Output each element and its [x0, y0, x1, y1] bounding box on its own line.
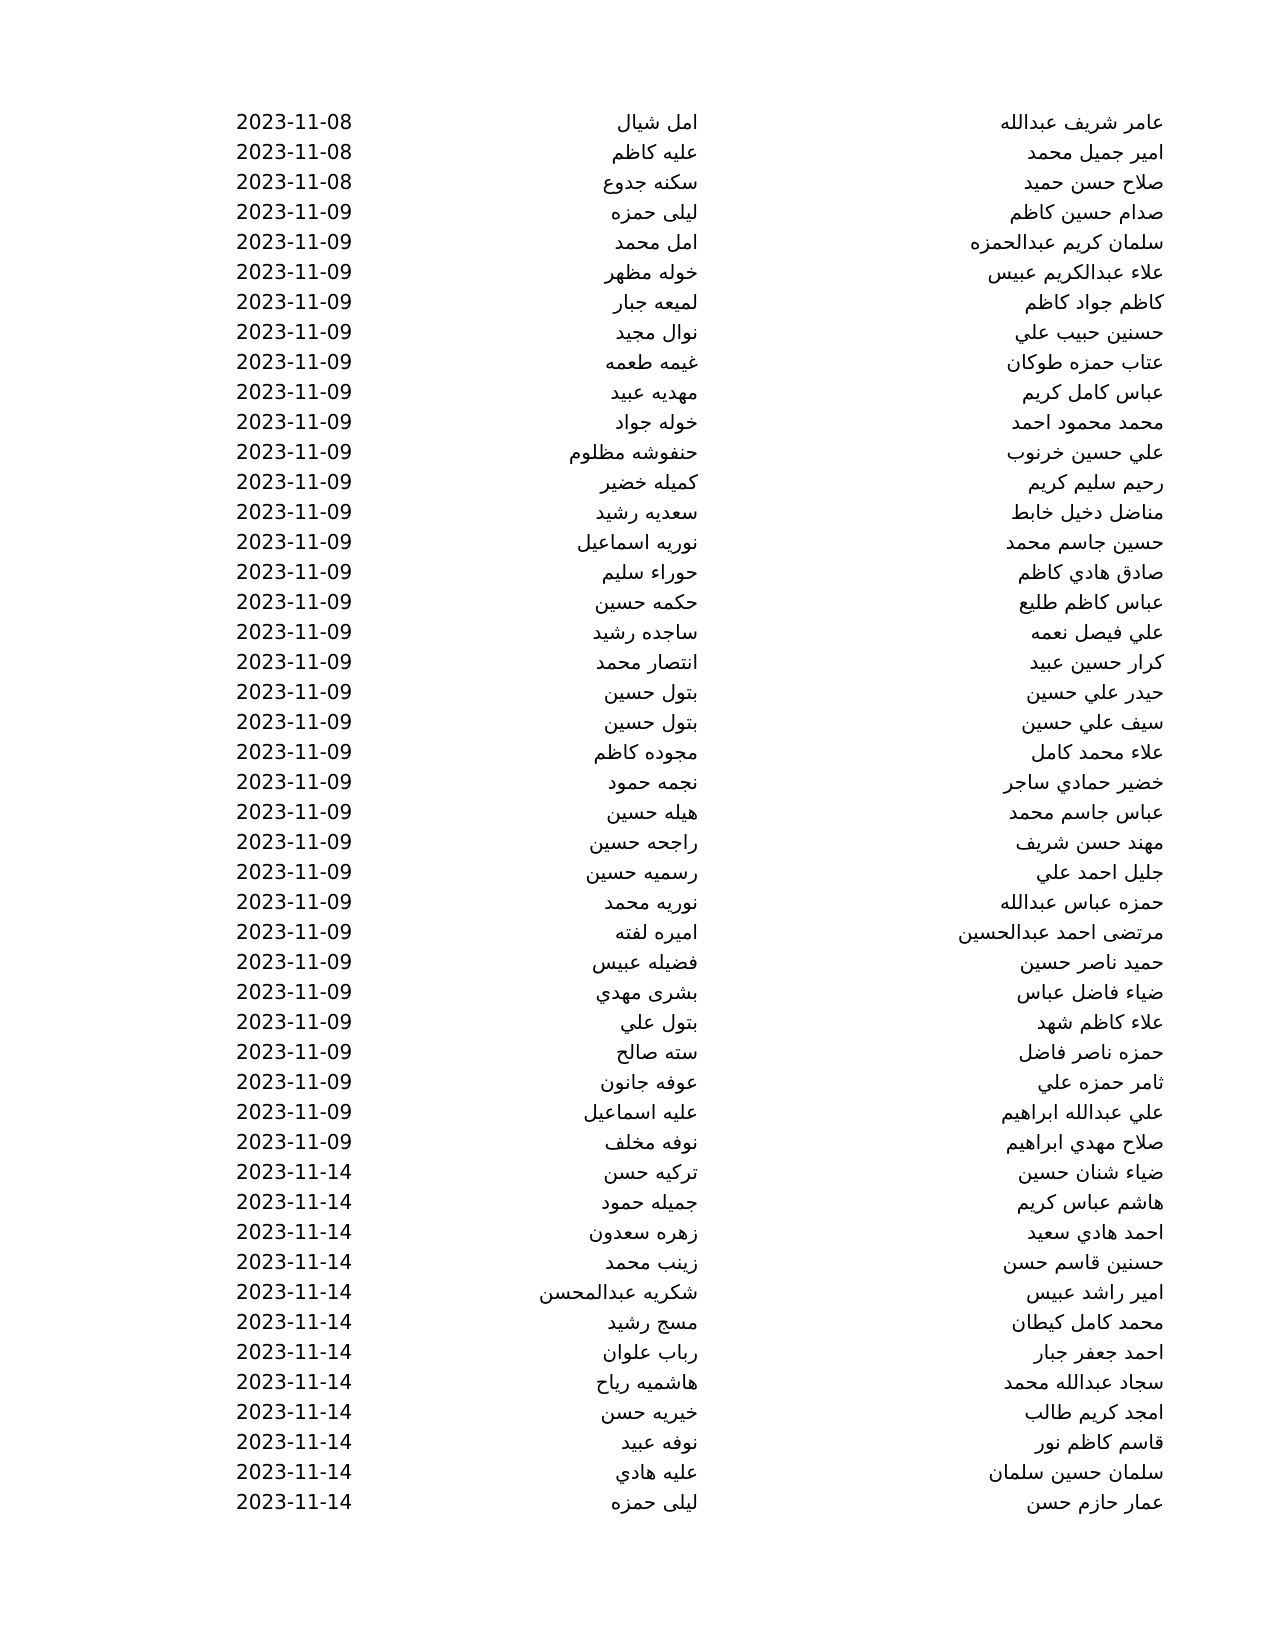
table-row — [0, 527, 1275, 557]
table-row — [0, 167, 1275, 197]
mother-name-cell: مهديه عبيد — [610, 380, 698, 404]
mother-name-cell: شكريه عبدالمحسن — [538, 1280, 698, 1304]
mother-name-cell: حنفوشه مظلوم — [568, 440, 698, 464]
mother-name-cell: نوفه مخلف — [604, 1130, 698, 1154]
person-name-cell: قاسم كاظم نور — [1035, 1430, 1164, 1454]
table-row — [0, 827, 1275, 857]
person-name-cell: امجد كريم طالب — [1024, 1400, 1164, 1424]
person-name-cell: عتاب حمزه طوكان — [1006, 350, 1164, 374]
date-cell: 2023-11-09 — [236, 680, 353, 704]
date-cell: 2023-11-14 — [236, 1460, 353, 1484]
date-cell: 2023-11-14 — [236, 1220, 353, 1244]
table-row — [0, 797, 1275, 827]
date-cell: 2023-11-08 — [236, 110, 353, 134]
table-row — [0, 1457, 1275, 1487]
date-cell: 2023-11-09 — [236, 980, 353, 1004]
table-row — [0, 227, 1275, 257]
date-cell: 2023-11-09 — [236, 1070, 353, 1094]
person-name-cell: سيف علي حسين — [1021, 710, 1164, 734]
table-row — [0, 347, 1275, 377]
table-row — [0, 467, 1275, 497]
person-name-cell: عامر شريف عبدالله — [999, 110, 1164, 134]
table-row — [0, 557, 1275, 587]
mother-name-cell: امل محمد — [614, 230, 698, 254]
table-row — [0, 1097, 1275, 1127]
person-name-cell: عباس كاظم طليع — [1018, 590, 1164, 614]
mother-name-cell: سته صالح — [616, 1040, 698, 1064]
person-name-cell: مهند حسن شريف — [1015, 830, 1164, 854]
mother-name-cell: خوله مظهر — [604, 260, 698, 284]
person-name-cell: عباس جاسم محمد — [1008, 800, 1164, 824]
table-row — [0, 737, 1275, 767]
date-cell: 2023-11-09 — [236, 440, 353, 464]
person-name-cell: سلمان كريم عبدالحمزه — [970, 230, 1164, 254]
date-cell: 2023-11-09 — [236, 800, 353, 824]
table-row — [0, 1307, 1275, 1337]
table-row — [0, 1337, 1275, 1367]
person-name-cell: امير جميل محمد — [1027, 140, 1164, 164]
date-cell: 2023-11-14 — [236, 1160, 353, 1184]
date-cell: 2023-11-09 — [236, 290, 353, 314]
date-cell: 2023-11-09 — [236, 200, 353, 224]
person-name-cell: كرار حسين عبيد — [1029, 650, 1164, 674]
person-name-cell: امير راشد عبيس — [1025, 1280, 1164, 1304]
mother-name-cell: زينب محمد — [605, 1250, 698, 1274]
person-name-cell: سجاد عبدالله محمد — [1003, 1370, 1164, 1394]
date-cell: 2023-11-08 — [236, 170, 353, 194]
mother-name-cell: هيله حسين — [606, 800, 698, 824]
person-name-cell: صدام حسين كاظم — [1009, 200, 1164, 224]
mother-name-cell: نوريه محمد — [604, 890, 698, 914]
person-name-cell: علي حسين خرنوب — [1006, 440, 1164, 464]
mother-name-cell: امل شيال — [616, 110, 698, 134]
date-cell: 2023-11-09 — [236, 320, 353, 344]
mother-name-cell: لميعه جبار — [613, 290, 698, 314]
table-row — [0, 437, 1275, 467]
table-row — [0, 407, 1275, 437]
mother-name-cell: سعديه رشيد — [595, 500, 698, 524]
date-cell: 2023-11-14 — [236, 1430, 353, 1454]
mother-name-cell: حوراء سليم — [601, 560, 698, 584]
table-row — [0, 1067, 1275, 1097]
table-row — [0, 1247, 1275, 1277]
person-name-cell: علي فيصل نعمه — [1030, 620, 1164, 644]
person-name-cell: حمزه عباس عبدالله — [999, 890, 1164, 914]
mother-name-cell: بتول علي — [619, 1010, 698, 1034]
table-row — [0, 887, 1275, 917]
person-name-cell: علاء محمد كامل — [1030, 740, 1164, 764]
date-cell: 2023-11-09 — [236, 230, 353, 254]
mother-name-cell: عليه هادي — [615, 1460, 698, 1484]
date-cell: 2023-11-09 — [236, 740, 353, 764]
mother-name-cell: عليه كاظم — [611, 140, 698, 164]
person-name-cell: جليل احمد علي — [1035, 860, 1164, 884]
mother-name-cell: رسميه حسين — [585, 860, 698, 884]
date-cell: 2023-11-14 — [236, 1190, 353, 1214]
table-row — [0, 1487, 1275, 1517]
person-name-cell: ثامر حمزه علي — [1037, 1070, 1164, 1094]
table-row — [0, 1007, 1275, 1037]
date-cell: 2023-11-14 — [236, 1280, 353, 1304]
mother-name-cell: نوفه عبيد — [620, 1430, 698, 1454]
mother-name-cell: راجحه حسين — [588, 830, 698, 854]
date-cell: 2023-11-09 — [236, 770, 353, 794]
person-name-cell: صلاح حسن حميد — [1023, 170, 1164, 194]
mother-name-cell: جميله حمود — [601, 1190, 698, 1214]
person-name-cell: سلمان حسين سلمان — [988, 1460, 1164, 1484]
mother-name-cell: رباب علوان — [602, 1340, 698, 1364]
person-name-cell: عباس كامل كريم — [1021, 380, 1164, 404]
date-cell: 2023-11-14 — [236, 1490, 353, 1514]
table-row — [0, 767, 1275, 797]
date-cell: 2023-11-09 — [236, 260, 353, 284]
mother-name-cell: كميله خضير — [600, 470, 698, 494]
mother-name-cell: سكنه جدوع — [602, 170, 698, 194]
person-name-cell: رحيم سليم كريم — [1027, 470, 1164, 494]
date-cell: 2023-11-09 — [236, 560, 353, 584]
person-name-cell: حمزه ناصر فاضل — [1018, 1040, 1164, 1064]
mother-name-cell: اميره لفته — [614, 920, 698, 944]
date-cell: 2023-11-09 — [236, 1100, 353, 1124]
date-cell: 2023-11-09 — [236, 590, 353, 614]
date-cell: 2023-11-09 — [236, 620, 353, 644]
date-cell: 2023-11-09 — [236, 500, 353, 524]
date-cell: 2023-11-09 — [236, 1130, 353, 1154]
person-name-cell: مناضل دخيل خابط — [1010, 500, 1164, 524]
table-row — [0, 257, 1275, 287]
table-row — [0, 1037, 1275, 1067]
date-cell: 2023-11-14 — [236, 1370, 353, 1394]
mother-name-cell: عوفه جانون — [600, 1070, 698, 1094]
person-name-cell: حسنين حبيب علي — [1014, 320, 1164, 344]
records-table — [0, 107, 1275, 1517]
date-cell: 2023-11-09 — [236, 470, 353, 494]
mother-name-cell: نوال مجيد — [615, 320, 698, 344]
table-row — [0, 1277, 1275, 1307]
date-cell: 2023-11-08 — [236, 140, 353, 164]
person-name-cell: صلاح مهدي ابراهيم — [1005, 1130, 1164, 1154]
table-row — [0, 857, 1275, 887]
date-cell: 2023-11-09 — [236, 890, 353, 914]
table-row — [0, 137, 1275, 167]
person-name-cell: علاء عبدالكريم عبيس — [987, 260, 1164, 284]
mother-name-cell: نوريه اسماعيل — [576, 530, 698, 554]
date-cell: 2023-11-09 — [236, 860, 353, 884]
mother-name-cell: ليلى حمزه — [610, 200, 698, 224]
mother-name-cell: بتول حسين — [603, 710, 698, 734]
date-cell: 2023-11-09 — [236, 920, 353, 944]
person-name-cell: حسين جاسم محمد — [1005, 530, 1164, 554]
table-row — [0, 497, 1275, 527]
table-row — [0, 677, 1275, 707]
person-name-cell: مرتضى احمد عبدالحسين — [957, 920, 1164, 944]
date-cell: 2023-11-14 — [236, 1310, 353, 1334]
person-name-cell: عمار حازم حسن — [1026, 1490, 1164, 1514]
mother-name-cell: تركيه حسن — [603, 1160, 698, 1184]
mother-name-cell: خيريه حسن — [600, 1400, 698, 1424]
date-cell: 2023-11-09 — [236, 530, 353, 554]
date-cell: 2023-11-14 — [236, 1340, 353, 1364]
mother-name-cell: انتصار محمد — [595, 650, 698, 674]
date-cell: 2023-11-09 — [236, 410, 353, 434]
person-name-cell: احمد هادي سعيد — [1027, 1220, 1164, 1244]
person-name-cell: محمد محمود احمد — [1011, 410, 1164, 434]
mother-name-cell: غيمه طعمه — [605, 350, 698, 374]
mother-name-cell: خوله جواد — [614, 410, 698, 434]
table-row — [0, 1157, 1275, 1187]
date-cell: 2023-11-14 — [236, 1250, 353, 1274]
person-name-cell: هاشم عباس كريم — [1016, 1190, 1164, 1214]
table-row — [0, 617, 1275, 647]
table-row — [0, 917, 1275, 947]
person-name-cell: ضياء شنان حسين — [1017, 1160, 1164, 1184]
person-name-cell: خضير حمادي ساجر — [1003, 770, 1164, 794]
date-cell: 2023-11-14 — [236, 1400, 353, 1424]
mother-name-cell: فضيله عبيس — [591, 950, 698, 974]
table-row — [0, 1127, 1275, 1157]
date-cell: 2023-11-09 — [236, 830, 353, 854]
person-name-cell: حيدر علي حسين — [1026, 680, 1164, 704]
mother-name-cell: عليه اسماعيل — [583, 1100, 698, 1124]
date-cell: 2023-11-09 — [236, 380, 353, 404]
mother-name-cell: ساجده رشيد — [592, 620, 698, 644]
table-row — [0, 197, 1275, 227]
table-row — [0, 977, 1275, 1007]
mother-name-cell: نجمه حمود — [607, 770, 698, 794]
mother-name-cell: زهره سعدون — [588, 1220, 698, 1244]
table-row — [0, 1367, 1275, 1397]
mother-name-cell: ليلى حمزه — [610, 1490, 698, 1514]
table-row — [0, 317, 1275, 347]
person-name-cell: ضياء فاضل عباس — [1016, 980, 1164, 1004]
date-cell: 2023-11-09 — [236, 1040, 353, 1064]
person-name-cell: كاظم جواد كاظم — [1024, 290, 1164, 314]
date-cell: 2023-11-09 — [236, 650, 353, 674]
table-row — [0, 587, 1275, 617]
table-row — [0, 707, 1275, 737]
person-name-cell: احمد جعفر جبار — [1033, 1340, 1164, 1364]
table-row — [0, 107, 1275, 137]
person-name-cell: صادق هادي كاظم — [1017, 560, 1164, 584]
date-cell: 2023-11-09 — [236, 710, 353, 734]
person-name-cell: حميد ناصر حسين — [1019, 950, 1164, 974]
table-row — [0, 377, 1275, 407]
table-row — [0, 647, 1275, 677]
mother-name-cell: مسج رشيد — [607, 1310, 698, 1334]
person-name-cell: علي عبدالله ابراهيم — [1000, 1100, 1164, 1124]
table-row — [0, 947, 1275, 977]
mother-name-cell: حكمه حسين — [594, 590, 698, 614]
date-cell: 2023-11-09 — [236, 350, 353, 374]
mother-name-cell: هاشميه رياح — [595, 1370, 698, 1394]
person-name-cell: حسنين قاسم حسن — [1002, 1250, 1164, 1274]
mother-name-cell: بشرى مهدي — [595, 980, 698, 1004]
person-name-cell: محمد كامل كيطان — [1011, 1310, 1164, 1334]
mother-name-cell: بتول حسين — [603, 680, 698, 704]
date-cell: 2023-11-09 — [236, 1010, 353, 1034]
table-row — [0, 287, 1275, 317]
table-row — [0, 1217, 1275, 1247]
table-row — [0, 1427, 1275, 1457]
mother-name-cell: مجوده كاظم — [593, 740, 698, 764]
person-name-cell: علاء كاظم شهد — [1036, 1010, 1164, 1034]
table-row — [0, 1187, 1275, 1217]
date-cell: 2023-11-09 — [236, 950, 353, 974]
table-row — [0, 1397, 1275, 1427]
